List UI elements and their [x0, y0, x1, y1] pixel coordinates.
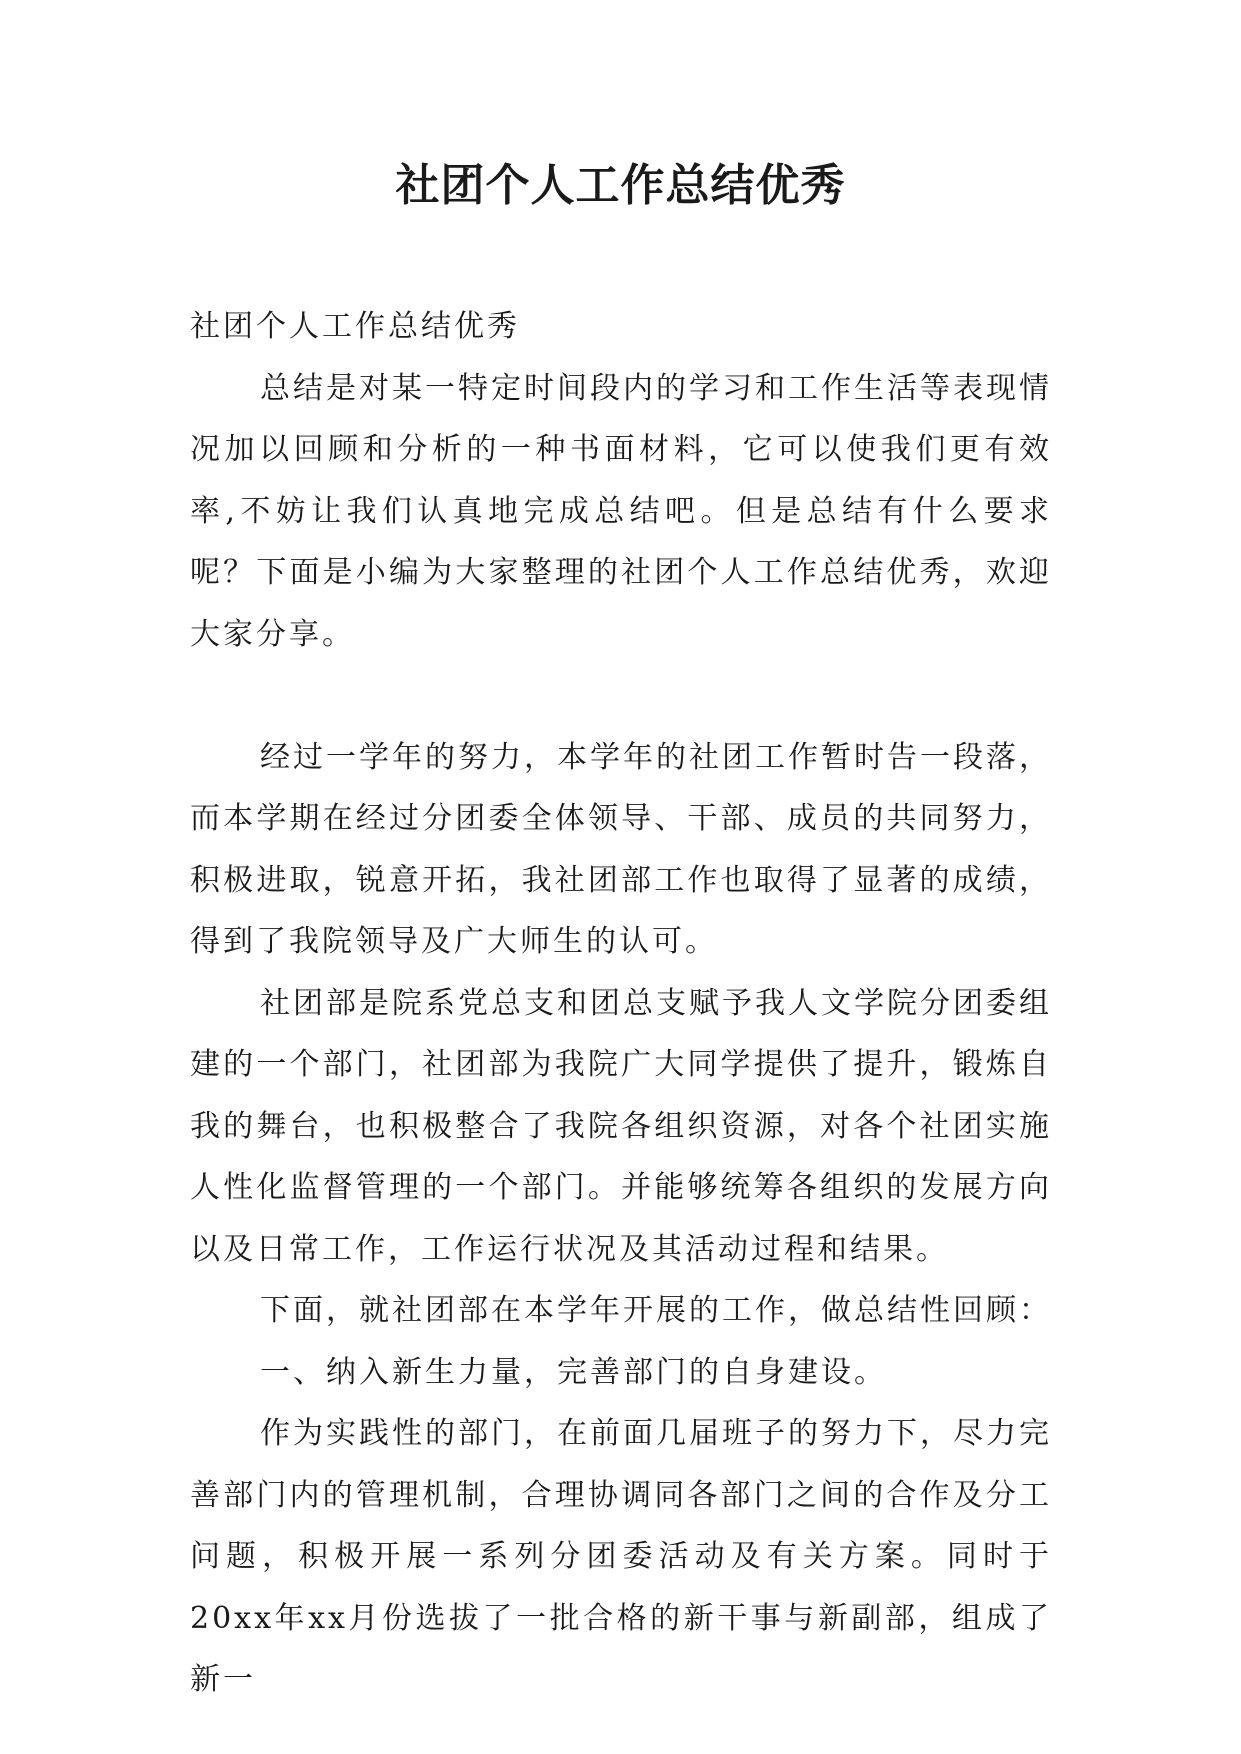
document-title: 社团个人工作总结优秀: [395, 160, 846, 211]
paragraph-department: 社团部是院系党总支和团总支赋予我人文学院分团委组建的一个部门，社团部为我院广大同学提供了提升，锻炼自我的舞台，也积极整合了我院各组织资源，对各个社团实施人性化监督管理的一个部门。并能够统筹各组织的发展方向以及日常工作，工作运行状况及其活动过程和结果。: [190, 985, 1052, 1267]
paragraph-review-lead: 下面，就社团部在本学年开展的工作，做总结性回顾：: [260, 1293, 1052, 1328]
document-body: [190, 296, 1052, 1711]
paragraph-intro: 总结是对某一特定时间段内的学习和工作生活等表现情况加以回顾和分析的一种书面材料，它可以使我们更有效率,不妨让我们认真地完成总结吧。但是总结有什么要求呢？下面是小编为大家整理的社团个人工作总结优秀，欢迎大家分享。: [190, 370, 1052, 652]
section-heading-1: 一、纳入新生力量，完善部门的自身建设。: [260, 1354, 887, 1390]
paragraph-overview: 经过一学年的努力，本学年的社团工作暂时告一段落，而本学期在经过分团委全体领导、干部、成员的共同努力，积极进取，锐意开拓，我社团部工作也取得了显著的成绩，得到了我院领导及广大师生的认可。: [190, 739, 1052, 959]
document-subtitle: 社团个人工作总结优秀: [190, 309, 520, 344]
paragraph-section-1: 作为实践性的部门，在前面几届班子的努力下，尽力完善部门内的管理机制，合理协调同各部门之间的合作及分工问题，积极开展一系列分团委活动及有关方案。同时于20xx年xx月份选拔了一批合格的新干事与新副部，组成了新一: [190, 1416, 1052, 1697]
